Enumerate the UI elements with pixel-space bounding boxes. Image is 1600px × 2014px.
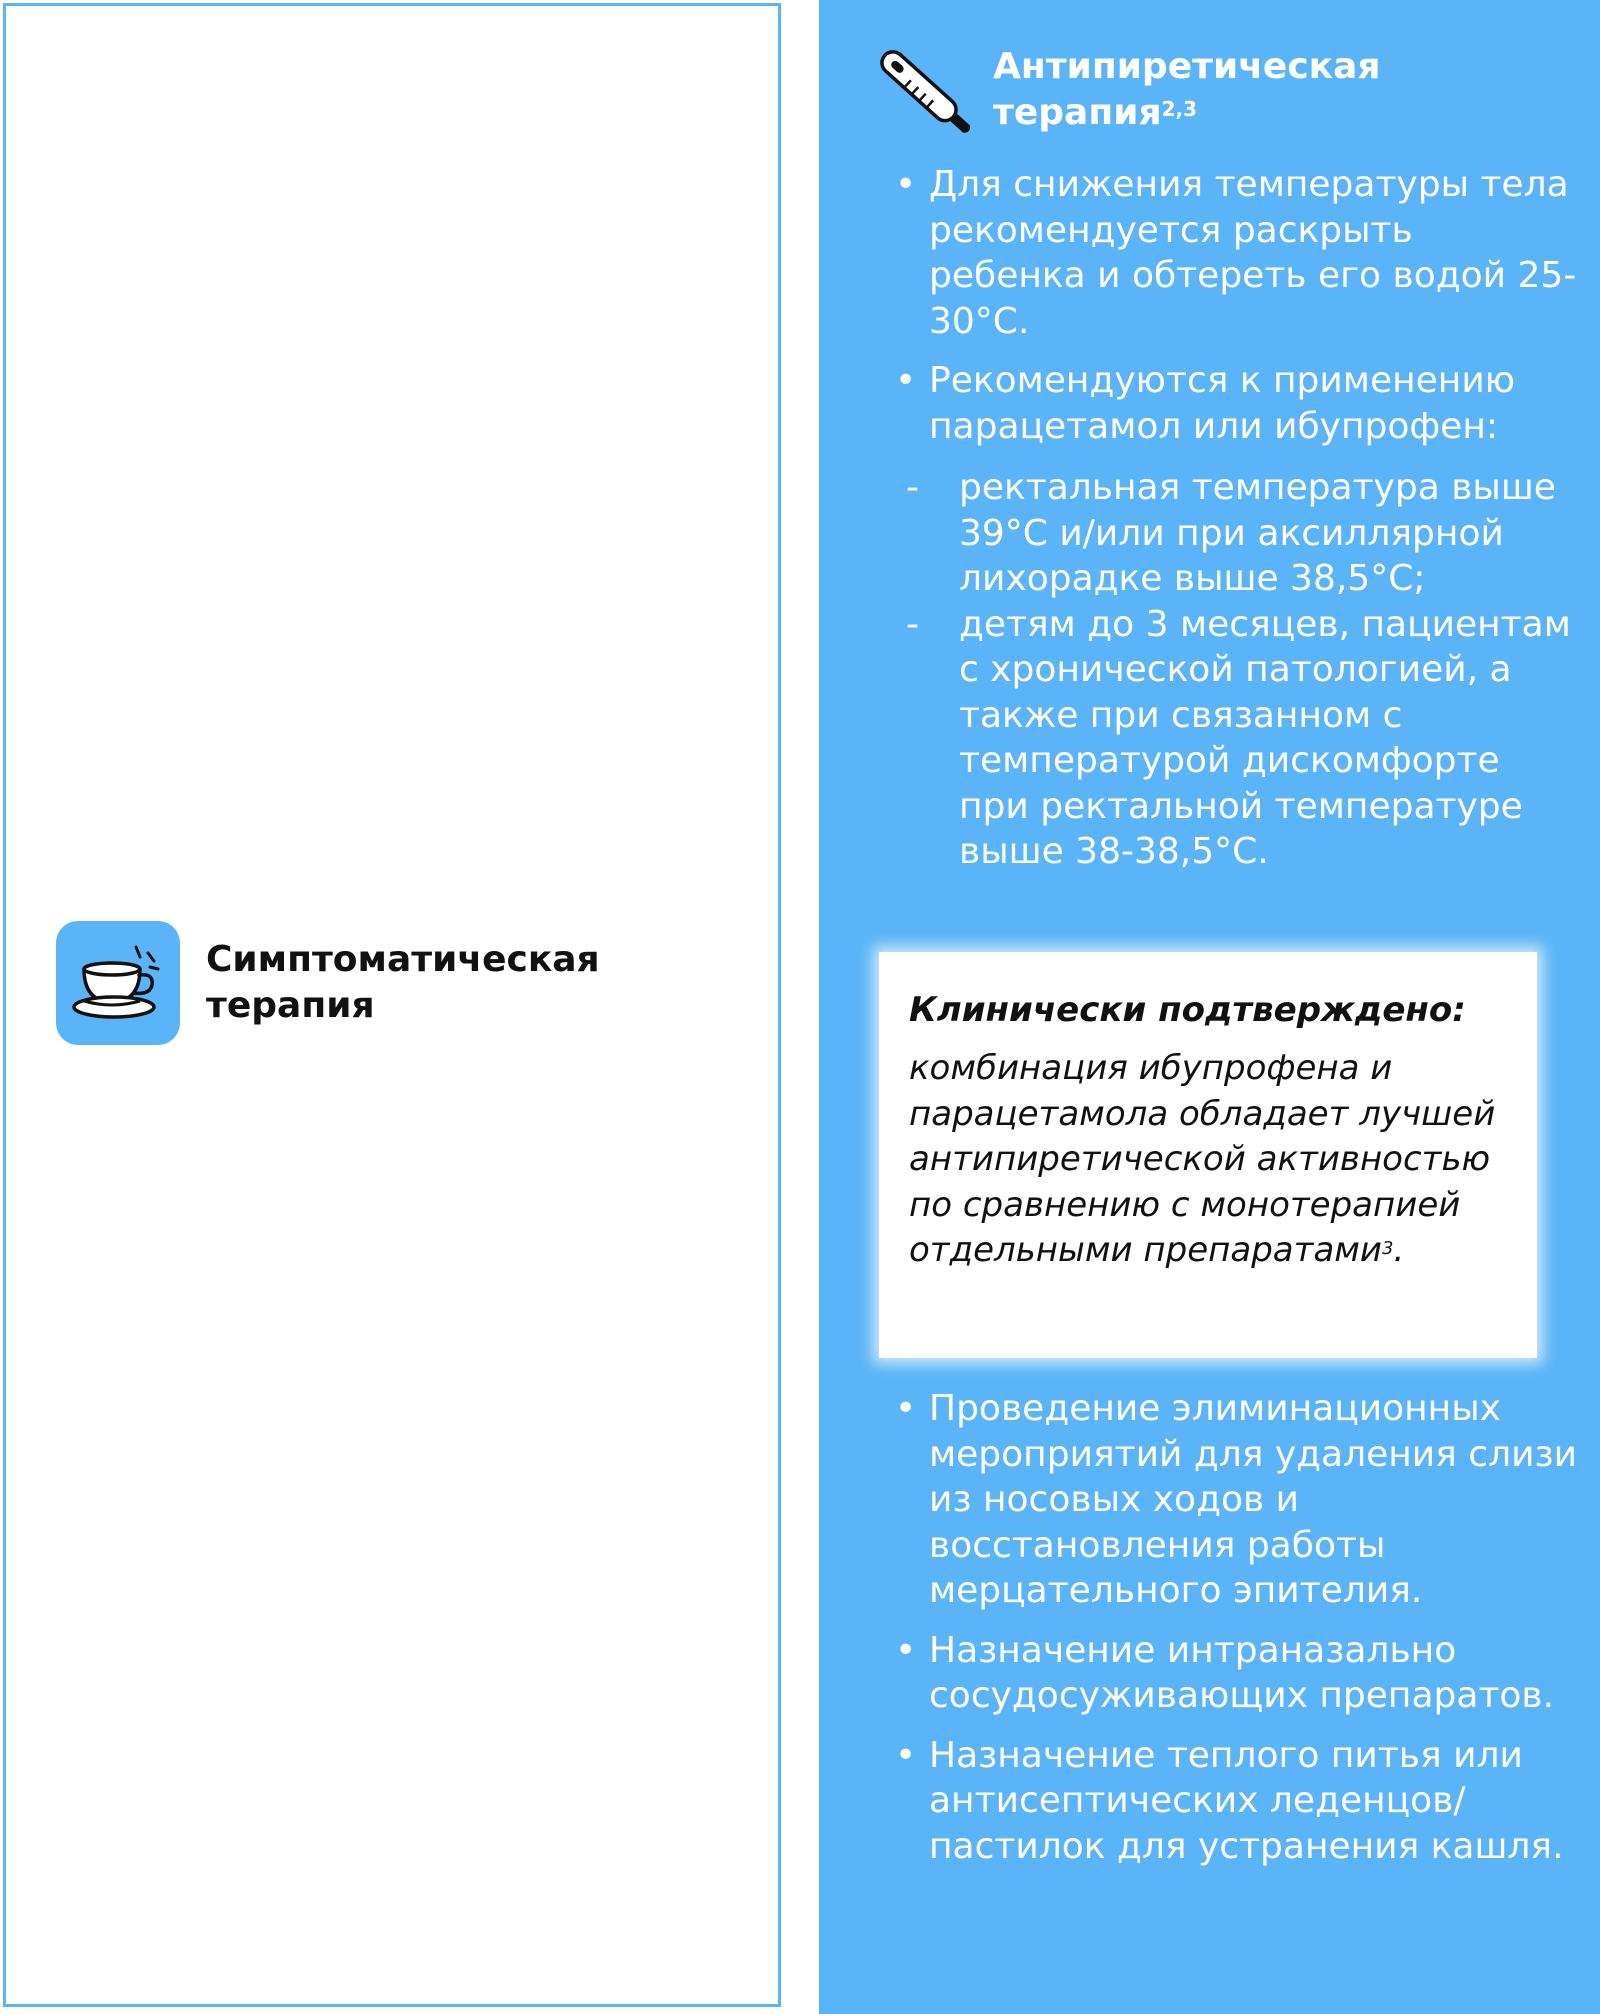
title-text: Антипиретическая терапия [993, 46, 1381, 133]
callout-footnote: 3 [1382, 1238, 1394, 1259]
callout-title: Клинически подтверждено: [909, 990, 1466, 1030]
dash-mark: - [906, 467, 919, 508]
list-item: • Рекомендуются к применению парацетамол или ибупрофен: [879, 358, 1579, 449]
dash-item [906, 465, 1579, 602]
callout-body-text: комбинация ибупрофена и парацетамола обладает лучшей антипиретической активностью по сравнению с монотерапией отдельными препаратами [909, 1048, 1496, 1270]
callout-body-end: . [1393, 1230, 1405, 1270]
list-item: • Назначение интраназально сосудосуживающих препаратов. [879, 1628, 1579, 1719]
bottom-bullets [879, 1386, 1579, 1869]
list-item: • Назначение теплого питья или антисептических леденцов/пастилок для устранения кашля. [879, 1733, 1579, 1870]
thermometer-icon [879, 44, 971, 142]
section-header [56, 921, 646, 1045]
clinical-callout [879, 952, 1537, 1358]
callout-body [909, 1046, 1507, 1274]
right-panel [819, 0, 1600, 2014]
title-footnote: 2,3 [1161, 97, 1197, 121]
dash-mark: - [906, 603, 919, 645]
dash-item-text: ректальная температура выше 39°С и/или при аксиллярной лихорадке выше 38,5°С; [959, 467, 1556, 599]
teacup-icon [56, 921, 180, 1045]
list-item: • Проведение элиминационных мероприятий для удаления слизи из носовых ходов и восстановления работы мерцательного эпителия. [879, 1386, 1579, 1614]
dash-item-text: детям до 3 месяцев, пациентам с хронической патологией, а также при связанном с температурой дискомфорте при ректальной температуре выше 38-38,5°С. [959, 603, 1571, 872]
left-panel [3, 3, 781, 2007]
top-bullets [879, 162, 1579, 875]
list-item: • Для снижения температуры тела рекомендуется раскрыть ребенка и обтереть его водой 25-30°С. [879, 162, 1579, 344]
dash-item [906, 602, 1579, 875]
section-title: Симптоматическая терапия [206, 939, 600, 1026]
section-title-antipyretic [993, 44, 1553, 136]
